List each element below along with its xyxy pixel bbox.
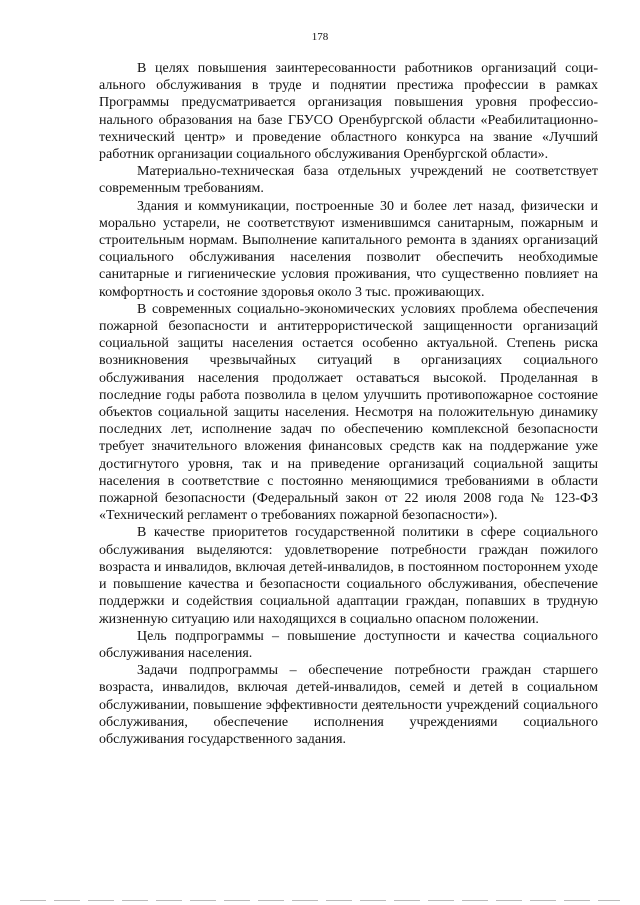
paragraph-material-base: Материально-техническая база отдельных учреждений не соответствует современным требованиям. — [99, 164, 598, 197]
body-text — [99, 60, 598, 748]
paragraph-priorities: В качестве приоритетов государственной политики в сфере социального обслуживания выделяются: удовлетворение потребности граждан пожилого возраста и инвалидов, включая детей-инвалидов, в постоянном постороннем уходе и повышение качества и безопасности социального обслуживания, обеспечение поддержки и содействия социальной адаптации граждан, попавших в трудную жизненную ситуацию или находящихся в социально опасном положении. — [99, 525, 598, 627]
page-number: 178 — [311, 31, 329, 43]
paragraph-tasks: Задачи подпрограммы – обеспечение потребности граждан старшего возраста, инвалидов, включая детей-инвалидов, семей и детей в социальном обслуживании, повышение эффективности деятельности учреждений социального обслуживания, обеспечение исполнения учреждениями социального обслуживания государственного задания. — [99, 663, 598, 747]
paragraph-goal: Цель подпрограммы – повышение доступности и качества социального обслуживания населения. — [99, 628, 598, 661]
paragraph-fire-safety: В современных социально-экономических условиях проблема обеспечения пожарной безопасности и антитеррористической защищенности организаций социальной защиты населения остается особенно актуальной. Степень риска возникновения чрезвычайных ситуаций в организациях социального обслуживания населения продолжает оставаться высокой. Проделанная в последние годы работа позволила в целом улучшить противопожарное состояние объектов социальной защиты населения. Несмотря на положительную динамику последних лет, исполнение задач по обеспечению комплексной безопасности требует значительного вложения финансовых средств как на поддержание уже достигнутого уровня, так и на приведение организаций социальной защиты населения в соответствие с постоянно меняющимися требованиями в области пожарной безопасности (Федеральный закон от 22 июля 2008 года № 123-ФЗ «Технический регламент о требованиях пожарной безопасности»). — [99, 301, 598, 524]
paragraph-buildings: Здания и коммуникации, построенные 30 и более лет назад, физически и морально устарели, не соответствуют изменившимся санитарным, пожарным и строительным нормам. Выполнение капитального ремонта в зданиях организаций социального обслуживания населения позволит обеспечить необходимые санитарные и гигиенические условия проживания, что существенно повлияет на комфортность и состояние здоровья около 3 тыс. проживающих. — [99, 198, 598, 300]
paragraph-staff-qualification: В целях повышения заинтересованности работников организаций социального обслуживания в труде и поднятии престижа профессии в рамках Программы предусматривается организация повышения уровня профессионального образования на базе ГБУСО Оренбургской области «Реабилитационно-технический центр» и проведение областного конкурса на звание «Лучший работник организации социального обслуживания Оренбургской области». — [99, 61, 598, 163]
bottom-scan-artifact — [20, 900, 620, 901]
